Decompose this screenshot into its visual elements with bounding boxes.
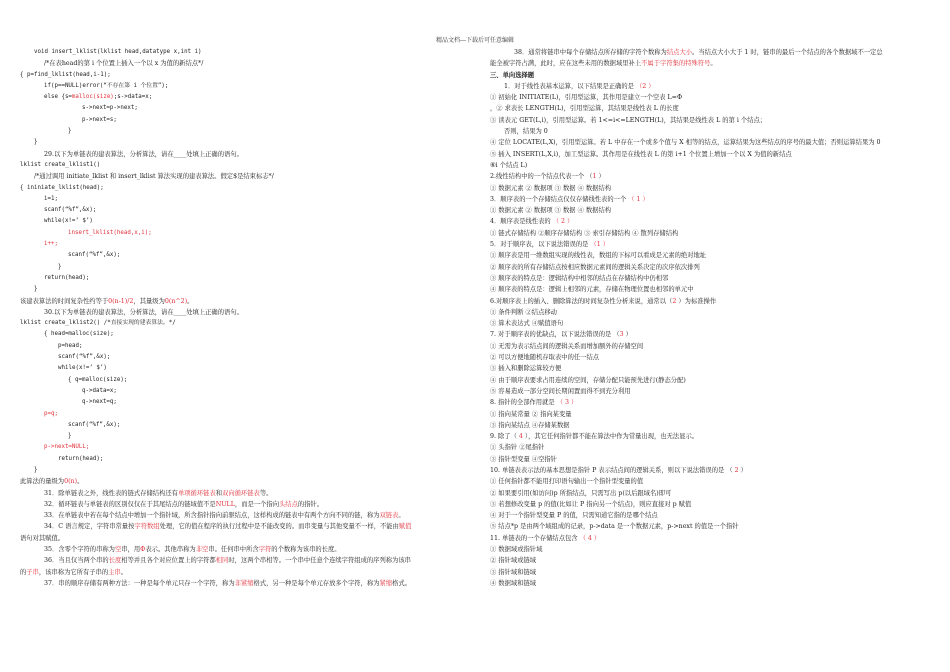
right-text-line: [490, 533, 930, 544]
answer-text: 2: [734, 466, 739, 474]
text-segment: 串。任何串中所含: [208, 546, 259, 554]
answer-text: 4: [518, 433, 523, 441]
answer-text: 非紧缩: [234, 579, 254, 587]
left-text-line: [20, 296, 472, 307]
right-text-line: [490, 216, 930, 227]
text-segment: 7. 对于顺序表的优缺点，以下说法错误的是 （: [490, 331, 620, 339]
left-text-line: }: [68, 128, 72, 135]
right-text-line: [490, 81, 930, 92]
answer-text: （ 2 ）: [552, 218, 574, 226]
answer-text: 2: [672, 297, 677, 305]
right-text-line: [490, 431, 930, 442]
answer-text: 紧缩: [379, 579, 393, 587]
right-text-line: ⑥i 个结点 L): [490, 161, 528, 169]
text-segment: ，其量级为: [133, 297, 165, 305]
left-text-line: p->next=NULL;: [44, 444, 90, 451]
answer-text: 空: [114, 546, 122, 554]
text-segment: 11. 单链表的一个存储结点包含: [490, 534, 580, 542]
left-column: [20, 47, 472, 589]
text-segment: 能全被字符占满，此时，应在这些未用的数据域里补上: [490, 60, 642, 68]
text-segment: 的指针。: [297, 500, 324, 508]
left-text-line: scanf(“%f”,&x);: [68, 421, 121, 428]
text-segment: ）: [623, 331, 632, 339]
right-text-line: [490, 47, 930, 58]
right-text-line: ② 顺序表的所有存储结点按相应数据元素间的逻辑关系决定的次序依次排列: [490, 263, 700, 271]
right-text-line: ，② 求表长 LENGTH(L)，引用型运算，其结果是线性表 L 的长度: [490, 105, 679, 113]
left-text-line: return(head);: [44, 274, 90, 281]
text-segment: ）: [738, 466, 747, 474]
text-segment: 33．在单链表中若在每个结点中增加一个指针域，所含指针指向前驱结点，这样构成的链表中有两个方向不同的链，称为: [44, 512, 380, 520]
answer-text: NULL: [215, 500, 235, 508]
text-segment: 2.线性结构中的一个结点代表一个 （: [490, 173, 593, 181]
right-text-line: ① 任何指针都不能用打印语句输出一个指针型变量的值: [490, 478, 644, 486]
left-text-line: /*通过调用 initiate_lklist 和 insert_lklist 算法实现的建表算法。假定$是结束标志*/: [34, 173, 274, 181]
text-segment: 处理，它的值在程序的执行过程中是不能改变的。而串变量与其他变量不一样，不能由: [159, 523, 399, 531]
answer-text: （2 ）: [635, 82, 655, 90]
text-segment: 。: [398, 512, 405, 520]
right-text-line: ① 数据元素 ② 数据项 ③ 数据 ④ 数据结构: [490, 184, 612, 192]
left-text-line: /*在表head的第 i 个位置上插入一个以 x 为值的新结点*/: [44, 60, 204, 68]
answer-text: 长度: [108, 557, 122, 565]
right-text-line: ③ 读表元 GET(L,i)，引用型运算。若 1<=i<=LENGTH(L)，其结果是线性表 L 的第 i 个结点；: [490, 116, 767, 124]
left-text-line: scanf(“%f”,&x);: [44, 207, 97, 214]
left-text-line: { ininiate_lklist(head);: [20, 184, 104, 191]
left-text-line: lklist create_lklist1(): [20, 161, 101, 168]
right-text-line: ① 无需为表示结点间的逻辑关系而增加额外的存储空间: [490, 342, 644, 350]
left-text-line: scanf(“%f”,&x);: [58, 354, 111, 361]
right-column: [490, 47, 930, 589]
left-text-line: if(p==NULL)error(“不存在第 i 个位置”);: [44, 82, 169, 89]
text-segment: 34．C 语言规定，字符串常量按: [44, 523, 135, 531]
text-segment: ）为标准操作: [676, 297, 717, 305]
left-text-line: 29.以下为单链表的建表算法，分析算法，请在____处填上正确的语句。: [44, 150, 243, 158]
left-text-line: 30.以下为单链表的建表算法，分析算法，请在____处填上正确的语句。: [44, 308, 243, 316]
left-text-line: [20, 521, 472, 532]
left-text-line: q->next=q;: [82, 399, 117, 406]
answer-text: 0(n): [64, 478, 78, 486]
right-text-line: ⑤ 结点*p 是由两个域组成的记录，p->data 是一个数据元素，p->next 的值是一个指针: [490, 523, 739, 531]
left-text-line: }: [34, 286, 38, 293]
right-text-line: ① 头指针 ②尾指针: [490, 444, 545, 452]
right-text-line: ③ 插入和删除运算较方便: [490, 365, 562, 373]
left-text-line: [20, 92, 472, 103]
answer-text: Φ: [140, 546, 146, 554]
right-text-line: [490, 194, 930, 205]
text-segment: ，而是一个指向: [234, 500, 279, 508]
text-segment: 和: [215, 489, 223, 497]
text-segment: 。: [77, 478, 84, 486]
answer-text: 结点大小: [666, 49, 693, 56]
right-text-line: ④ 数据域和链域: [490, 579, 537, 587]
answer-text: 子串: [26, 568, 39, 576]
left-text-line: }: [68, 433, 72, 440]
text-segment: 4．顺序表是线性表的: [490, 218, 553, 226]
right-text-line: [490, 171, 930, 182]
right-text-line: ③ 算术表达式 ④赋值语句: [490, 320, 564, 328]
left-text-line: insert_lklist(head,x,i);: [68, 229, 152, 236]
text-segment: 38．通常将链串中每个存储结点所存储的字符个数称为: [514, 49, 667, 56]
left-text-line: void insert_lklist(lklist head,datatype x,int i): [34, 49, 202, 55]
left-text-line: i++;: [44, 241, 58, 248]
answer-text: 非空: [195, 546, 209, 554]
right-text-line: ① 数据域或指针域: [490, 546, 543, 554]
right-text-line: ① 初始化 INITIATE(L)，引用型运算，其作用是建立一个空表 L=Φ: [490, 94, 683, 102]
left-text-line: [20, 544, 472, 555]
right-text-line: [490, 296, 930, 307]
answer-text: 赋值: [398, 523, 412, 531]
text-segment: ;s->data=x;: [113, 94, 153, 101]
left-text-line: p=head;: [58, 342, 83, 349]
text-segment: 此算法的量级为: [20, 478, 65, 486]
text-segment: 。: [710, 60, 717, 68]
left-text-line: 语句对其赋值。: [20, 534, 65, 542]
left-text-line: { q=malloc(size);: [68, 376, 128, 383]
left-text-line: { p=find_lklist(head,i-1);: [20, 71, 111, 78]
answer-text: 单项循环链表: [177, 489, 216, 497]
text-segment: 格式，另一种是每个单元存放多个字符，称为: [253, 579, 380, 587]
answer-text: （1 ）: [590, 241, 610, 249]
left-text-line: return(head);: [58, 455, 104, 462]
text-segment: 时，这两个串相等。一个串中任意个连续字符组成的序列称为该串: [228, 557, 411, 565]
left-text-line: i=1;: [44, 195, 58, 202]
left-text-line: }: [58, 263, 62, 270]
right-text-line: ③ 指向某结点 ④存储某数据: [490, 421, 570, 429]
left-text-line: while(x!=’ $’): [58, 365, 107, 372]
left-text-line: [20, 476, 472, 487]
right-text-line: 否则，结果为 0: [504, 128, 548, 136]
right-text-line: [490, 465, 930, 476]
left-text-line: [20, 488, 472, 499]
page-header: 精品文档---下载后可任意编辑: [435, 37, 515, 44]
left-text-line: lklist create_lklist2() /*直接实现的建表算法。*/: [20, 320, 176, 327]
right-text-line: [490, 397, 930, 408]
left-text-line: { head=malloc(size);: [44, 331, 114, 338]
right-text-line: [490, 239, 930, 250]
right-text-line: ① 数据元素 ② 数据项 ③ 数据 ④ 数据结构: [490, 207, 612, 215]
text-segment: 。: [187, 297, 194, 305]
text-segment: 35．含零个字符的串称为: [44, 546, 115, 554]
answer-text: （ 1 ）: [628, 195, 649, 203]
text-segment: 的个数称为该串的长度。: [271, 546, 341, 554]
left-text-line: [20, 510, 472, 521]
right-text-line: ④ 由于顺序表要求占用连续的空间，存储分配只能预先进行(静态分配): [490, 376, 686, 384]
left-text-line: p=q;: [44, 410, 58, 417]
answer-text: 字符: [258, 546, 272, 554]
text-segment: ，该串称为它所有子串的: [38, 568, 109, 576]
left-text-line: [20, 555, 472, 566]
text-segment: 8. 指针的全部作用就是: [490, 399, 557, 407]
right-text-line: ① 链式存储结构 ②顺序存储结构 ③ 索引存储结构 ④ 散列存储结构: [490, 229, 679, 237]
answer-text: 双链表: [379, 512, 399, 520]
text-segment: 。当结点大小大于 1 时，链串的最后一个结点的各个数据域不一定总: [692, 49, 883, 56]
right-text-line: ③ 若想修改变量 p 的值(比如让 P 指向另一个结点)，则应直接对 p 赋值: [490, 500, 692, 508]
answer-text: 3: [619, 331, 624, 339]
answer-text: （ 3 ）: [556, 399, 578, 407]
text-segment: 5．对于顺序表，以下说法错误的是: [490, 241, 591, 249]
text-segment: 3．顺序表的一个存储结点仅仅存储线性表的一个: [490, 195, 629, 203]
left-text-line: q->data=x;: [82, 387, 117, 394]
answer-text: 相同: [215, 557, 229, 565]
text-segment: ），其它任何指针都不能在算法中作为常量出现，也无法显示。: [522, 433, 699, 441]
right-text-line: ⑤ 插入 INSERT(L,X,i)，加工型运算。其作用是在线性表 L 的第 i+1 个位置上增加一个以 X 为值的新结点: [490, 150, 792, 158]
right-text-line: ④ 定位 LOCATE(L,X)，引用型运算。若 L 中存在一个或多个值与 X 相等的结点，运算结果为这些结点的序号的最大值；否则运算结果为 0: [490, 139, 881, 147]
left-text-line: [20, 499, 472, 510]
answer-text: malloc(size): [71, 94, 114, 101]
text-segment: else {s=: [44, 94, 72, 101]
right-text-line: ④ 对于一个指针型变量 P 的值，只需知道它指的是哪个结点: [490, 512, 658, 520]
text-segment: 的: [20, 568, 27, 576]
right-text-line: ③ 顺序表的特点是：逻辑结构中相邻的结点在存储结构中仍相邻: [490, 274, 669, 282]
right-text-line: ⑤ 容易造成一部分空间长期闲置而得不到充分利用: [490, 387, 631, 395]
left-text-line: }: [34, 466, 38, 473]
left-text-line: [20, 578, 472, 589]
right-text-line: ① 指向某常量 ② 指向某变量: [490, 410, 572, 418]
text-segment: 等。: [259, 489, 273, 497]
answer-text: 1: [592, 173, 597, 181]
right-text-line: ③ 指针域和链域: [490, 568, 537, 576]
answer-text: 0(n-1)/2: [108, 297, 134, 305]
text-segment: 32．循环链表与单链表的区别仅仅在于其尾结点的链域值不是: [44, 500, 216, 508]
right-text-line: ② 指针域或链域: [490, 557, 537, 565]
left-text-line: scanf(“%f”,&x);: [68, 252, 121, 259]
left-text-line: }: [34, 139, 38, 146]
right-text-line: [490, 58, 930, 69]
left-text-line: s->next=p->next;: [82, 105, 138, 112]
answer-text: 不属于字符集的特殊符号: [641, 60, 711, 68]
right-text-line: ③ 指针型变量 ④空指针: [490, 455, 557, 463]
text-segment: 表示。其他串称为: [145, 546, 196, 554]
answer-text: 主串: [108, 568, 121, 576]
right-text-line: ② 可以方便地随机存取表中的任一结点: [490, 354, 600, 362]
answer-text: 头结点: [279, 500, 298, 508]
text-segment: 。: [120, 568, 128, 576]
text-segment: ）: [596, 173, 605, 181]
text-segment: 相等并且各个对应位置上的字符都: [121, 557, 216, 565]
answer-text: 字符数组: [134, 523, 160, 531]
text-segment: 1．对于线性表基本运算，以下结果是正确的是: [504, 82, 636, 90]
left-text-line: while(x!=’ $’): [44, 218, 93, 225]
answer-text: 双向循环链表: [222, 489, 260, 497]
text-segment: 该建表算法的时间复杂性约等于: [20, 297, 109, 305]
right-text-line: 三、单向选择题: [490, 71, 535, 79]
right-text-line: ④ 顺序表的特点是：逻辑上相邻的元素，存储在物理位置也相邻的单元中: [490, 286, 694, 294]
left-text-line: p->next=s;: [82, 116, 117, 123]
answer-text: 0(n^2): [164, 297, 188, 305]
right-text-line: ② 如果要引用(如访问)p 所指结点，只需写出 p(以后跟域名)即可: [490, 489, 672, 497]
answer-text: （ 4 ）: [579, 534, 601, 542]
text-segment: 36．当且仅当两个串的: [44, 557, 109, 565]
right-text-line: ① 条件判断 ②结点移动: [490, 308, 557, 316]
text-segment: 6.对顺序表上的插入、删除算法的时间复杂性分析来说，通常以（: [490, 297, 673, 305]
left-text-line: [20, 567, 472, 578]
right-text-line: ① 顺序表是用一维数组实现的线性表，数组的下标可以看成是元素的绝对地址: [490, 252, 707, 260]
text-segment: 31．除单链表之外，线性表的链式存储结构还有: [44, 489, 178, 497]
text-segment: 格式。: [392, 579, 411, 587]
right-text-line: [490, 329, 930, 340]
text-segment: 9. 除了（: [490, 433, 519, 441]
text-segment: 37．串的顺序存储有两种方法：一种是每个单元只存一个字符，称为: [44, 579, 235, 587]
text-segment: 串，用: [121, 546, 141, 554]
text-segment: 10. 单链表表示法的基本思想是指针 P 表示结点间的逻辑关系，则以下说法错误的是 （: [490, 466, 735, 474]
